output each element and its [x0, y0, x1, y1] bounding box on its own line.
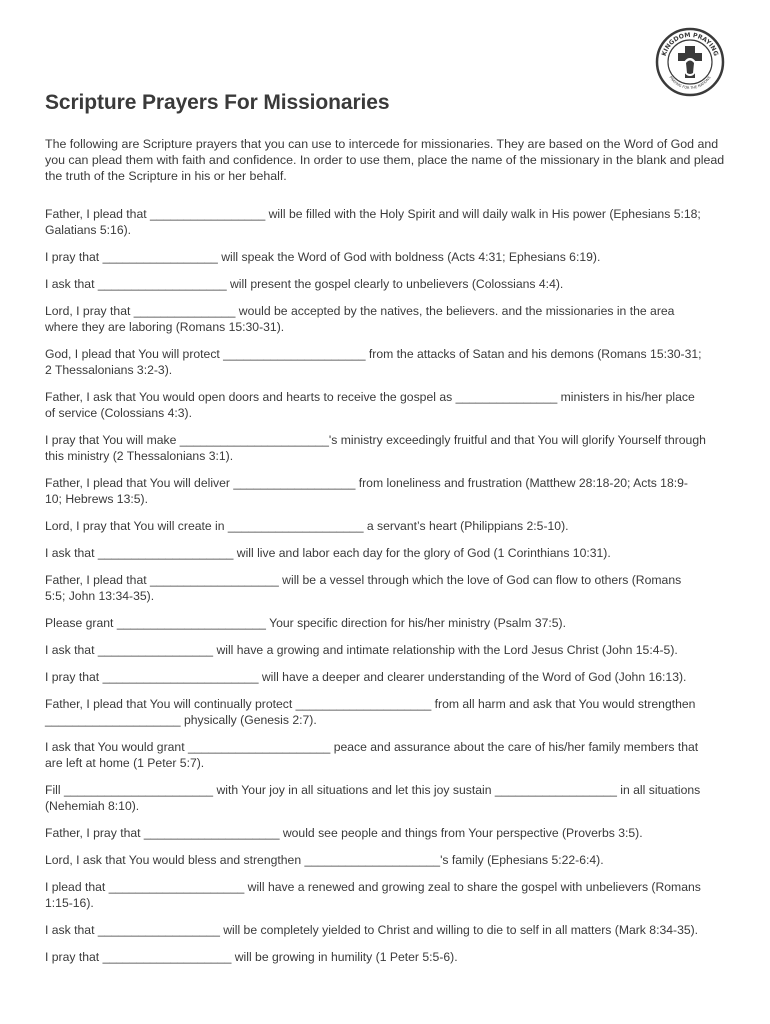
prayer-item: I pray that _________________ will speak the Word of God with boldness (Acts 4:31; Ephesians 6:19).	[45, 250, 601, 264]
prayer-item: I ask that ____________________ will live and labor each day for the glory of God (1 Corinthians 10:31).	[45, 546, 611, 560]
prayer-list	[45, 206, 735, 976]
svg-text:PRAYING FOR THE NATIONS: PRAYING FOR THE NATIONS	[668, 75, 712, 91]
prayer-item: I ask that _________________ will have a growing and intimate relationship with the Lord Jesus Christ (John 15:4-5).	[45, 643, 678, 657]
prayer-item: Lord, I ask that You would bless and strengthen ____________________'s family (Ephesians 5:22-6:4).	[45, 853, 604, 867]
prayer-item: Fill ______________________ with Your joy in all situations and let this joy sustain __________________ in all situations (Nehemiah 8:10).	[45, 783, 701, 813]
prayer-item: Lord, I pray that You will create in ____________________ a servant’s heart (Philippians 2:5-10).	[45, 519, 569, 533]
intro-paragraph: The following are Scripture prayers that you can use to intercede for missionaries. They are based on the Word of God and you can plead them with faith and confidence. In order to use them, place the name of the missionary in the blank and plead the truth of the Scripture in his or her behalf.	[45, 137, 725, 183]
svg-text:KINGDOM PRAYING: KINGDOM PRAYING	[660, 31, 720, 58]
prayer-item: Please grant ______________________ Your specific direction for his/her ministry (Psalm 37:5).	[45, 616, 566, 630]
prayer-item: I plead that ____________________ will have a renewed and growing zeal to share the gospel with unbelievers (Romans 1:15-16).	[45, 880, 701, 910]
prayer-item: Father, I plead that ___________________ will be a vessel through which the love of God can flow to others (Romans 5:5; John 13:34-35).	[45, 573, 682, 603]
prayer-item: Father, I plead that You will deliver __________________ from loneliness and frustration (Matthew 28:18-20; Acts 18:9- 10; Hebrews 13:5).	[45, 476, 688, 506]
prayer-item: Lord, I pray that _______________ would be accepted by the natives, the believers. and the missionaries in the area where they are laboring (Romans 15:30-31).	[45, 304, 675, 334]
prayer-item: Father, I plead that _________________ will be filled with the Holy Spirit and will daily walk in His power (Ephesians 5:18; Galatians 5:16).	[45, 207, 701, 237]
prayer-item: God, I plead that You will protect _____________________ from the attacks of Satan and his demons (Romans 15:30-31; 2 Thessalonians 3:2-3).	[45, 347, 702, 377]
page-title: Scripture Prayers For Missionaries	[45, 91, 390, 114]
prayer-item: I pray that ___________________ will be growing in humility (1 Peter 5:5-6).	[45, 950, 458, 964]
prayer-item: I pray that _______________________ will have a deeper and clearer understanding of the Word of God (John 16:13).	[45, 670, 687, 684]
prayer-item: I pray that You will make ______________________'s ministry exceedingly fruitful and that You will glorify Yourself through this ministry (2 Thessalonians 3:1).	[45, 433, 706, 463]
prayer-item: I ask that __________________ will be completely yielded to Christ and willing to die to self in all matters (Mark 8:34-35).	[45, 923, 699, 937]
prayer-item: I ask that ___________________ will present the gospel clearly to unbelievers (Colossians 4:4).	[45, 277, 564, 291]
prayer-item: I ask that You would grant _____________________ peace and assurance about the care of his/her family members that are left at home (1 Peter 5:7).	[45, 740, 699, 770]
prayer-item: Father, I ask that You would open doors and hearts to receive the gospel as _______________ ministers in his/her place of service (Colossians 4:3).	[45, 390, 695, 420]
kingdom-praying-seal-icon	[655, 27, 725, 97]
prayer-item: Father, I plead that You will continually protect ____________________ from all harm and ask that You would strengthen ____________________ physically (Genesis 2:7).	[45, 697, 696, 727]
prayer-item: Father, I pray that ____________________ would see people and things from Your perspective (Proverbs 3:5).	[45, 826, 643, 840]
